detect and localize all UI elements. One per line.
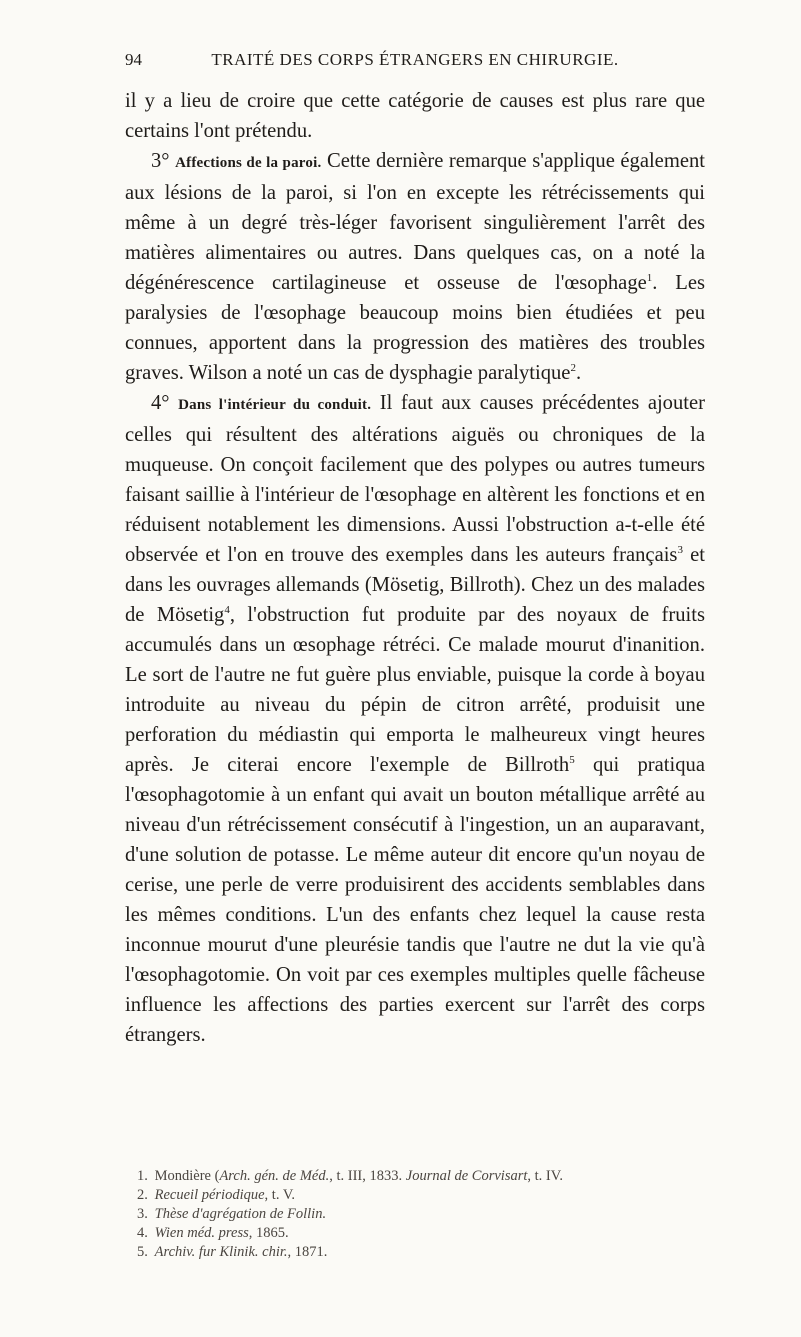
paragraph-affections-paroi — [125, 146, 705, 388]
footnote-ref: 4 — [224, 604, 230, 617]
footnote: 2. Recueil périodique, t. V. — [137, 1187, 296, 1203]
section-number: 4° — [151, 392, 170, 414]
paragraph-text: . — [575, 362, 582, 384]
section-heading: Dans l'intérieur du conduit. — [178, 397, 372, 413]
paragraph-text: qui pratiqua l'œsophagotomie à un enfant qui avait un bouton métallique arrêté au niveau d'un rétrécissement consécutif à l'ingestion, un an auparavant, d'une solution de potasse. Le même auteur dit encore qu'un noyau de cerise, une perle de verre produisirent des accidents semblables dans les mêmes conditions. L'un des enfants chez lequel la cause resta inconnue mourut d'une pleurésie tandis que l'autre ne dut la vie qu'à l'œsophagotomie. On voit par ces exemples multiples quelle fâcheuse influence les affections des parties exercent sur l'arrêt des corps étrangers. — [125, 754, 705, 1046]
paragraph-text: , l'obstruction fut produite par des noyaux de fruits accumulés dans un œsophage rétréci. Ce malade mourut d'inanition. Le sort de l'autre ne fut guère plus enviable, puisque la corde à boyau introduite au niveau du pépin de citron arrêté, produisit une perforation du médiastin qui emporta le malheureux vingt heures après. Je citerai encore l'exemple de Billroth — [125, 604, 706, 776]
paragraph-continuation: il y a lieu de croire que cette catégorie de causes est plus rare que certains l'ont prétendu. — [125, 90, 705, 142]
footnote: 4. Wien méd. press, 1865. — [137, 1225, 289, 1241]
paragraph-text: et dans les ouvrages allemands (Mösetig, Billroth). Chez un des malades de Mösetig — [125, 544, 705, 626]
section-number: 3° — [151, 150, 170, 172]
paragraph-interieur-conduit — [125, 388, 705, 1050]
page-number: 94 — [125, 50, 142, 69]
page-header — [125, 50, 705, 74]
footnote-ref: 2 — [570, 362, 576, 375]
footnote: 1. Mondière (Arch. gén. de Méd., t. III, 1833. Journal de Corvisart, t. IV. — [137, 1168, 563, 1184]
paragraph-text: Cette dernière remarque s'applique également aux lésions de la paroi, si l'on en excepte les rétrécissements qui même à un degré très-léger favorisent singulièrement l'arrêt des matières alimentaires ou autres. Dans quelques cas, on a noté la dégénérescence cartilagineuse et osseuse de l'œsophage — [125, 150, 706, 294]
footnotes — [137, 1167, 697, 1262]
footnote-ref: 1 — [646, 272, 653, 285]
paragraph-text: Il faut aux causes précédentes ajouter celles qui résultent des altérations aiguës ou chroniques de la muqueuse. On conçoit facilement que des polypes ou autres tumeurs faisant saillie à l'intérieur de l'œsophage en altèrent les fonctions et en réduisent notablement les dimensions. Aussi l'obstruction a-t-elle été observée et l'on en trouve des exemples dans les auteurs français — [125, 392, 705, 566]
footnote-ref: 5 — [569, 754, 575, 767]
footnote: 3. Thèse d'agrégation de Follin. — [137, 1206, 327, 1222]
body-text — [125, 86, 705, 1050]
section-heading: Affections de la paroi. — [175, 155, 322, 171]
paragraph-text: . Les paralysies de l'œsophage beaucoup moins bien étudiées et peu connues, apportent dans la progression des matières des troubles graves. Wilson a noté un cas de dysphagie paralytique — [125, 272, 705, 384]
running-title: TRAITÉ DES CORPS ÉTRANGERS EN CHIRURGIE. — [211, 50, 619, 69]
footnote: 5. Archiv. fur Klinik. chir., 1871. — [137, 1244, 328, 1260]
footnote-ref: 3 — [677, 544, 683, 557]
